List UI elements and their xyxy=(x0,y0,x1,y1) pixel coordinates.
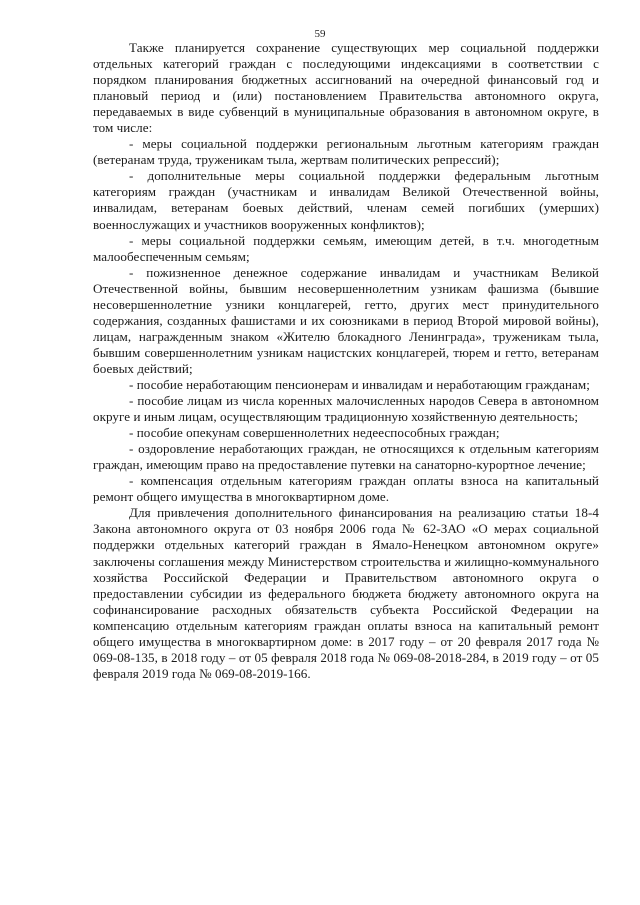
body-text xyxy=(93,40,599,682)
closing-paragraph: Для привлечения дополнительного финансирования на реализацию статьи 18-4 Закона автономного округа от 03 ноября 2006 года № 62-ЗАО «О мерах социальной поддержки отдельных категорий граждан в Ямало-Ненецком автономном округе» заключены соглашения между Министерством строительства и жилищно-коммунального хозяйства Российской Федерации и Правительством автономного округа о предоставлении субсидии из федерального бюджета бюджету автономного округа на софинансирование расходных обязательств субъекта Российской Федерации на компенсацию отдельным категориям граждан оплаты взноса на капитальный ремонт общего имущества в многоквартирном доме: в 2017 году – от 20 февраля 2017 года № 069-08-135, в 2018 году – от 05 февраля 2018 года № 069-08-2018-284, в 2019 году – от 05 февраля 2019 года № 069-08-2019-166. xyxy=(93,505,599,681)
intro-paragraph: Также планируется сохранение существующих мер социальной поддержки отдельных категорий граждан с последующими индексациями в соответствии с порядком планирования бюджетных ассигнований на очередной финансовый год и плановый период и (или) постановлением Правительства автономного округа, передаваемых в виде субвенций в муниципальные образования в автономном округе, в том числе: xyxy=(93,40,599,136)
list-item: - дополнительные меры социальной поддержки федеральным льготным категориям граждан (участникам и инвалидам Великой Отечественной войны, инвалидам, ветеранам боевых действий, членам семей погибших (умерших) военнослужащих и участников вооруженных конфликтов); xyxy=(93,168,599,232)
list-item: - меры социальной поддержки семьям, имеющим детей, в т.ч. многодетным малообеспеченным семьям; xyxy=(93,232,599,264)
list-item: - пособие неработающим пенсионерам и инвалидам и неработающим гражданам; xyxy=(129,376,590,392)
list-item: - пожизненное денежное содержание инвалидам и участникам Великой Отечественной войны, бывшим несовершеннолетним узникам фашизма (бывшие несовершеннолетние узники концлагерей, гетто, других мест принудительного содержания, созданных фашистами и их союзниками в период Второй мировой войны), лицам, награжденным знаком «Жителю блокадного Ленинграда», труженикам тыла, бывшим совершеннолетним узникам нацистских концлагерей, тюрем и гетто, ветеранам боевых действий; xyxy=(93,264,599,376)
list-item: - меры социальной поддержки региональным льготным категориям граждан (ветеранам труда, труженикам тыла, жертвам политических репрессий); xyxy=(93,136,599,168)
page-number: 59 xyxy=(314,28,326,40)
list-item: - пособие лицам из числа коренных малочисленных народов Севера в автономном округе и иным лицам, осуществляющим традиционную хозяйственную деятельность; xyxy=(93,393,599,425)
list-item: - пособие опекунам совершеннолетних недееспособных граждан; xyxy=(129,425,500,441)
list-item: - оздоровление неработающих граждан, не относящихся к отдельным категориям граждан, имеющим право на предоставление путевки на санаторно-курортное лечение; xyxy=(93,441,599,473)
list-item: - компенсация отдельным категориям граждан оплаты взноса на капитальный ремонт общего имущества в многоквартирном доме. xyxy=(93,473,599,505)
